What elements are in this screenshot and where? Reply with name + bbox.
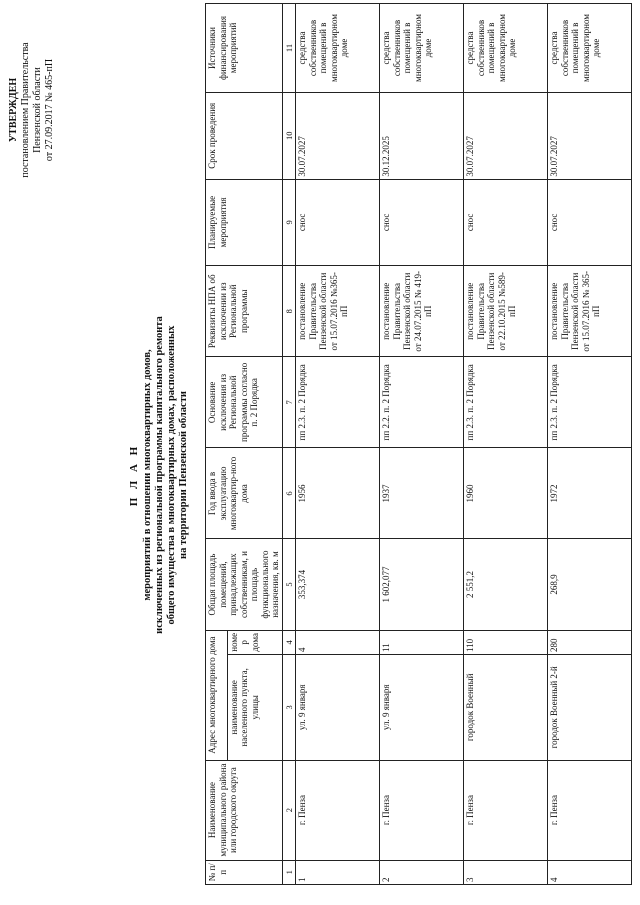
cell-funding: средства собственников помещений в многоквартирном доме — [296, 4, 380, 93]
cell-funding: средства собственников помещений в многоквартирном доме — [548, 4, 632, 93]
cell-house: 11 — [380, 630, 464, 654]
title-plan: П Л А Н — [128, 443, 140, 507]
cell-num: 3 — [464, 860, 548, 884]
header-area: Общая площадь помещений, принадлежащих собственникам, и площадь функционального назначения, кв. м — [206, 539, 283, 630]
cell-area: 2 551,2 — [464, 539, 548, 630]
header-locality-street: наименование населенного пункта, улицы — [227, 655, 282, 761]
cell-deadline: 30.07.2027 — [296, 92, 380, 179]
header-num: № п/п — [206, 860, 283, 884]
cell-house: 4 — [296, 630, 380, 654]
header-funding: Источники финансирования мероприятий — [206, 4, 283, 93]
cell-year: 1960 — [464, 448, 548, 539]
cell-deadline: 30.07.2027 — [464, 92, 548, 179]
cell-measures: снос — [548, 179, 632, 266]
cell-funding: средства собственников помещений в многоквартирном доме — [380, 4, 464, 93]
cell-area: 268,9 — [548, 539, 632, 630]
approval-heading: УТВЕРЖДЕН — [8, 77, 19, 143]
cell-basis: пп 2.3. п. 2 Порядка — [464, 357, 548, 448]
cell-municipality: г. Пенза — [464, 760, 548, 860]
title-line-2: исключенных из региональной программы капитального ремонта — [154, 316, 165, 634]
cell-street: городок Военный — [464, 655, 548, 761]
cell-basis: пп 2.3. п. 2 Порядка — [548, 357, 632, 448]
cell-house: 280 — [548, 630, 632, 654]
cell-num: 1 — [296, 860, 380, 884]
column-number: 11 — [282, 4, 296, 93]
table-row — [548, 4, 632, 885]
header-npa: Реквизиты НПА об исключении из Региональной программы — [206, 266, 283, 357]
plan-table — [205, 3, 632, 885]
cell-street: городок Военный 2-й — [548, 655, 632, 761]
header-basis: Основание исключения из Региональной программы согласно п. 2 Порядка — [206, 357, 283, 448]
header-year: Год ввода в эксплуатацию многоквартир-ного дома — [206, 448, 283, 539]
cell-area: 1 602,077 — [380, 539, 464, 630]
cell-basis: пп 2.2. п. 2 Порядка — [380, 357, 464, 448]
cell-street: ул. 9 января — [296, 655, 380, 761]
title-line-3: общего имущества в многоквартирных домах, расположенных — [166, 325, 177, 625]
cell-measures: снос — [464, 179, 548, 266]
header-deadline: Срок проведения — [206, 92, 283, 179]
cell-street: ул. 9 января — [380, 655, 464, 761]
title-line-1: мероприятий в отношении многоквартирных домов, — [142, 349, 153, 601]
approval-line-3: от 27.09.2017 № 465-пП — [44, 58, 55, 162]
cell-municipality: г. Пенза — [296, 760, 380, 860]
cell-npa: постановление Правительства Пензенской области от 22.10.2015 №589-пП — [464, 266, 548, 357]
column-number: 5 — [282, 539, 296, 630]
column-number: 7 — [282, 357, 296, 448]
cell-year: 1972 — [548, 448, 632, 539]
cell-deadline: 30.07.2027 — [548, 92, 632, 179]
header-measures: Планируемые мероприятия — [206, 179, 283, 266]
column-number: 9 — [282, 179, 296, 266]
cell-funding: средства собственников помещений в многоквартирном доме — [464, 4, 548, 93]
cell-npa: постановление Правительства Пензенской области от 15.07.2016 № 365-пП — [548, 266, 632, 357]
column-number: 4 — [282, 630, 296, 654]
column-number: 6 — [282, 448, 296, 539]
cell-deadline: 30.12.2025 — [380, 92, 464, 179]
cell-municipality: г. Пенза — [380, 760, 464, 860]
table-row — [464, 4, 548, 885]
cell-num: 2 — [380, 860, 464, 884]
column-number: 1 — [282, 860, 296, 884]
cell-measures: снос — [380, 179, 464, 266]
cell-npa: постановление Правительства Пензенской области от 24.07.2015 № 419-пП — [380, 266, 464, 357]
cell-year: 1937 — [380, 448, 464, 539]
cell-house: 110 — [464, 630, 548, 654]
column-number: 3 — [282, 655, 296, 761]
column-number: 2 — [282, 760, 296, 860]
column-number-row — [282, 4, 296, 885]
cell-npa: постановление Правительства Пензенской области от 15.07.2016 №365-пП — [296, 266, 380, 357]
header-house-number: номер дома — [227, 630, 282, 654]
cell-measures: снос — [296, 179, 380, 266]
cell-area: 353,374 — [296, 539, 380, 630]
cell-year: 1956 — [296, 448, 380, 539]
document-title — [128, 185, 190, 765]
header-municipality: Наименование муниципального района или городского округа — [206, 760, 283, 860]
table-row — [296, 4, 380, 885]
approval-line-1: постановлением Правительства — [20, 42, 31, 178]
column-number: 10 — [282, 92, 296, 179]
header-row — [206, 4, 228, 885]
approval-line-2: Пензенской области — [32, 67, 43, 153]
header-address: Адрес многоквартирного дома — [206, 630, 228, 760]
title-line-4: на территории Пензенской области — [178, 391, 189, 559]
approval-stamp — [8, 5, 56, 215]
cell-num: 4 — [548, 860, 632, 884]
column-number: 8 — [282, 266, 296, 357]
table-row — [380, 4, 464, 885]
cell-basis: пп 2.3. п. 2 Порядка — [296, 357, 380, 448]
cell-municipality: г. Пенза — [548, 760, 632, 860]
